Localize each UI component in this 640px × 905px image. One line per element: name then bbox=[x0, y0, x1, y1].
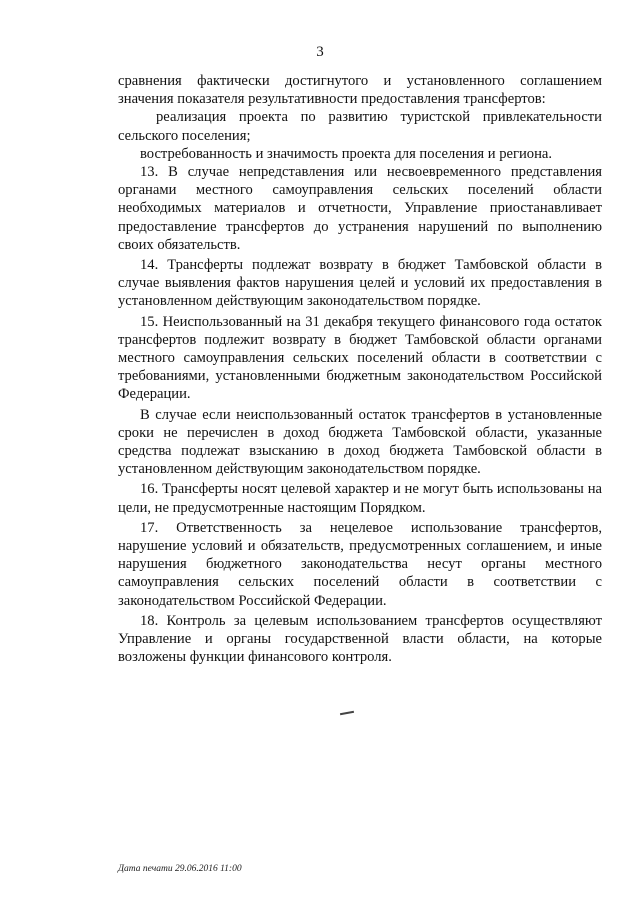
paragraph: сравнения фактически достигнутого и установленного соглашением значения показателя результативности предоставления трансфертов: bbox=[118, 73, 602, 108]
print-date-footer: Дата печати 29.06.2016 11:00 bbox=[118, 864, 242, 874]
paragraph: 18. Контроль за целевым использованием трансфертов осуществляют Управление и органы государственной власти области, на которые возложены функции финансового контроля. bbox=[118, 612, 602, 666]
paragraph: 17. Ответственность за нецелевое использование трансфертов, нарушение условий и обязательств, предусмотренных соглашением, и иные нарушения бюджетного законодательства несут органы местного самоуправления сельских поселений области в соответствии с законодательством Российской Федерации. bbox=[118, 519, 602, 609]
paragraph: 15. Неиспользованный на 31 декабря текущего финансового года остаток трансфертов подлежит возврату в бюджет Тамбовской области органами местного самоуправления сельских поселений области в соответствии с требованиями, установленными бюджетным законодательством Российской Федерации. bbox=[118, 313, 602, 403]
paragraph: 14. Трансферты подлежат возврату в бюджет Тамбовской области в случае выявления фактов нарушения целей и условий их предоставления в установленном действующим законодательством порядке. bbox=[118, 257, 602, 310]
scan-mark bbox=[340, 711, 354, 715]
paragraph: 16. Трансферты носят целевой характер и не могут быть использованы на цели, не предусмотренные настоящим Порядком. bbox=[118, 481, 602, 516]
page-number: 3 bbox=[316, 44, 324, 60]
paragraph: реализация проекта по развитию туристской привлекательности сельского поселения; bbox=[118, 109, 602, 144]
paragraph: востребованность и значимость проекта для поселения и региона. bbox=[140, 145, 553, 162]
paragraph: 13. В случае непредставления или несвоевременного представления органами местного самоуправления сельских поселений области необходимых материалов и отчетности, Управление приостанавливает предоставление трансфертов до устранения нарушений по выполнению своих обязательств. bbox=[118, 164, 602, 253]
paragraph: В случае если неиспользованный остаток трансфертов в установленные сроки не перечислен в доход бюджета Тамбовской области, указанные средства подлежат взысканию в доход бюджета Тамбовской области в установленном действующим законодательством порядке. bbox=[118, 406, 602, 478]
document-body bbox=[118, 72, 602, 667]
